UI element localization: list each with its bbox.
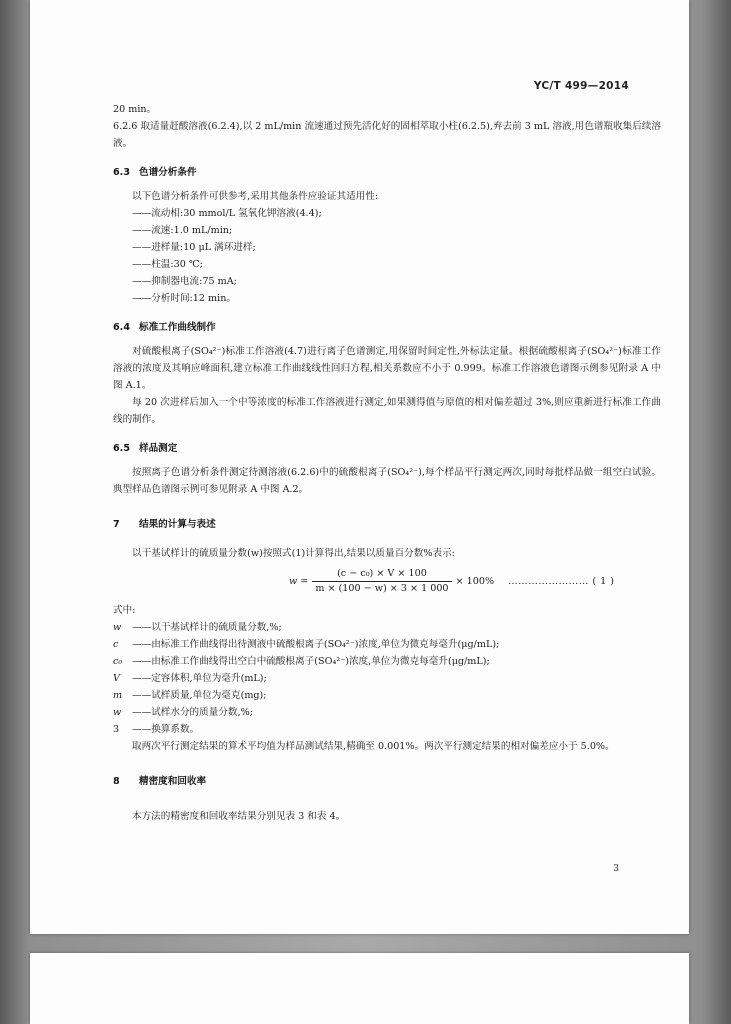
list-item: ——分析时间:12 min。 [132,293,236,304]
list-item: ——进样量:10 μL 满环进样; [132,242,256,253]
symbol-description: ——定容体积,单位为毫升(mL); [132,673,267,684]
section-number: 6.4 [113,322,130,333]
section-number: 8 [113,776,120,787]
symbol: w [113,707,122,718]
list-item: ——流动相:30 mmol/L 氢氧化钾溶液(4.4); [132,208,322,219]
formula-1 [113,564,661,598]
paragraph: 本方法的精密度和回收率结果分别见表 3 和表 4。 [132,811,346,822]
formula-denominator: m × (100 − w) × 3 × 1 000 [312,581,451,596]
symbol: m [113,690,123,701]
page-number: 3 [613,864,619,874]
where-label: 式中: [113,605,136,616]
paragraph: 以下色谱分析条件可供参考,采用其他条件应验证其适用性: [132,191,379,202]
clause-6-2-6: 6.2.6 取适量赶酸溶液(6.2.4),以 2 mL/min 流速通过预先活化好的固相萃取小柱(6.2.5),弃去前 3 mL 溶液,用色谱瓶收集后续溶液。 [113,121,661,149]
paragraph: 20 min。 [113,104,157,115]
list-item: ——流速:1.0 mL/min; [132,225,233,236]
section-number: 7 [113,519,120,530]
document-page [30,0,689,934]
paragraph: 取两次平行测定结果的算术平均值为样品测试结果,精确至 0.001%。两次平行测定结果的相对偏差应小于 5.0%。 [132,741,615,752]
symbol-description: ——试样质量,单位为毫克(mg); [132,690,267,701]
formula-numerator: (c − c₀) × V × 100 [337,567,427,579]
symbol-description: ——由标准工作曲线得出空白中硫酸根离子(SO₄²⁻)浓度,单位为微克每毫升(μg/mL); [132,656,490,667]
symbol-definition [113,636,661,653]
paragraph: 每 20 次进样后加入一个中等浓度的标准工作溶液进行测定,如果测得值与原值的相对偏差超过 3%,则应重新进行标准工作曲线的制作。 [113,397,661,425]
section-heading-6-5 [113,440,661,457]
symbol-definition [113,619,661,636]
next-page [30,953,689,1024]
symbol: 3 [113,724,120,735]
symbol-definition [113,721,661,738]
section-title: 结果的计算与表述 [139,519,216,530]
section-heading-6-4 [113,319,661,336]
list-item: ——抑制器电流:75 mA; [132,276,237,287]
symbol-definition [113,687,661,704]
symbol: c₀ [113,656,123,667]
symbol-definition [113,653,661,670]
section-title: 精密度和回收率 [139,776,207,787]
symbol: V [113,673,120,684]
document-code: YC/T 499—2014 [533,80,629,92]
formula-fraction [312,567,451,596]
page-content [113,101,661,825]
section-heading-8 [113,773,661,790]
section-title: 色谱分析条件 [139,167,197,178]
paragraph: 以干基试样计的硫质量分数(w)按照式(1)计算得出,结果以质量百分数%表示: [132,548,455,559]
symbol-description: ——由标准工作曲线得出待测液中硫酸根离子(SO₄²⁻)浓度,单位为微克每毫升(μg/mL); [132,639,500,650]
section-number: 6.3 [113,167,130,178]
symbol-description: ——换算系数。 [132,724,200,735]
section-heading-7 [113,516,661,533]
section-title: 样品测定 [139,443,178,454]
paragraph: 对硫酸根离子(SO₄²⁻)标准工作溶液(4.7)进行离子色谱测定,用保留时间定性,外标法定量。根据硫酸根离子(SO₄²⁻)标准工作溶液的浓度及其响应峰面积,建立标准工作曲线线性回归方程,相关系数应不小于 0.999。标准工作溶液色谱图示例参见附录 A 中图 A.1。 [113,346,661,391]
symbol-definition [113,704,661,721]
paragraph: 按照离子色谱分析条件测定待测溶液(6.2.6)中的硫酸根离子(SO₄²⁻),每个样品平行测定两次,同时每批样品做一组空白试验。典型样品色谱图示例可参见附录 A 中图 A.2。 [113,467,661,495]
section-number: 6.5 [113,443,130,454]
formula-lhs: w = [289,575,309,587]
equation-number: …………………… ( 1 ) [508,575,615,587]
symbol-definition [113,670,661,687]
symbol-description: ——试样水分的质量分数,%; [132,707,253,718]
symbol: w [113,622,122,633]
formula-rhs: × 100% [455,575,495,587]
symbol-description: ——以干基试样计的硫质量分数,%; [132,622,282,633]
section-title: 标准工作曲线制作 [139,322,216,333]
section-heading-6-3 [113,164,661,181]
list-item: ——柱温:30 ℃; [132,259,203,270]
symbol: c [113,639,119,650]
